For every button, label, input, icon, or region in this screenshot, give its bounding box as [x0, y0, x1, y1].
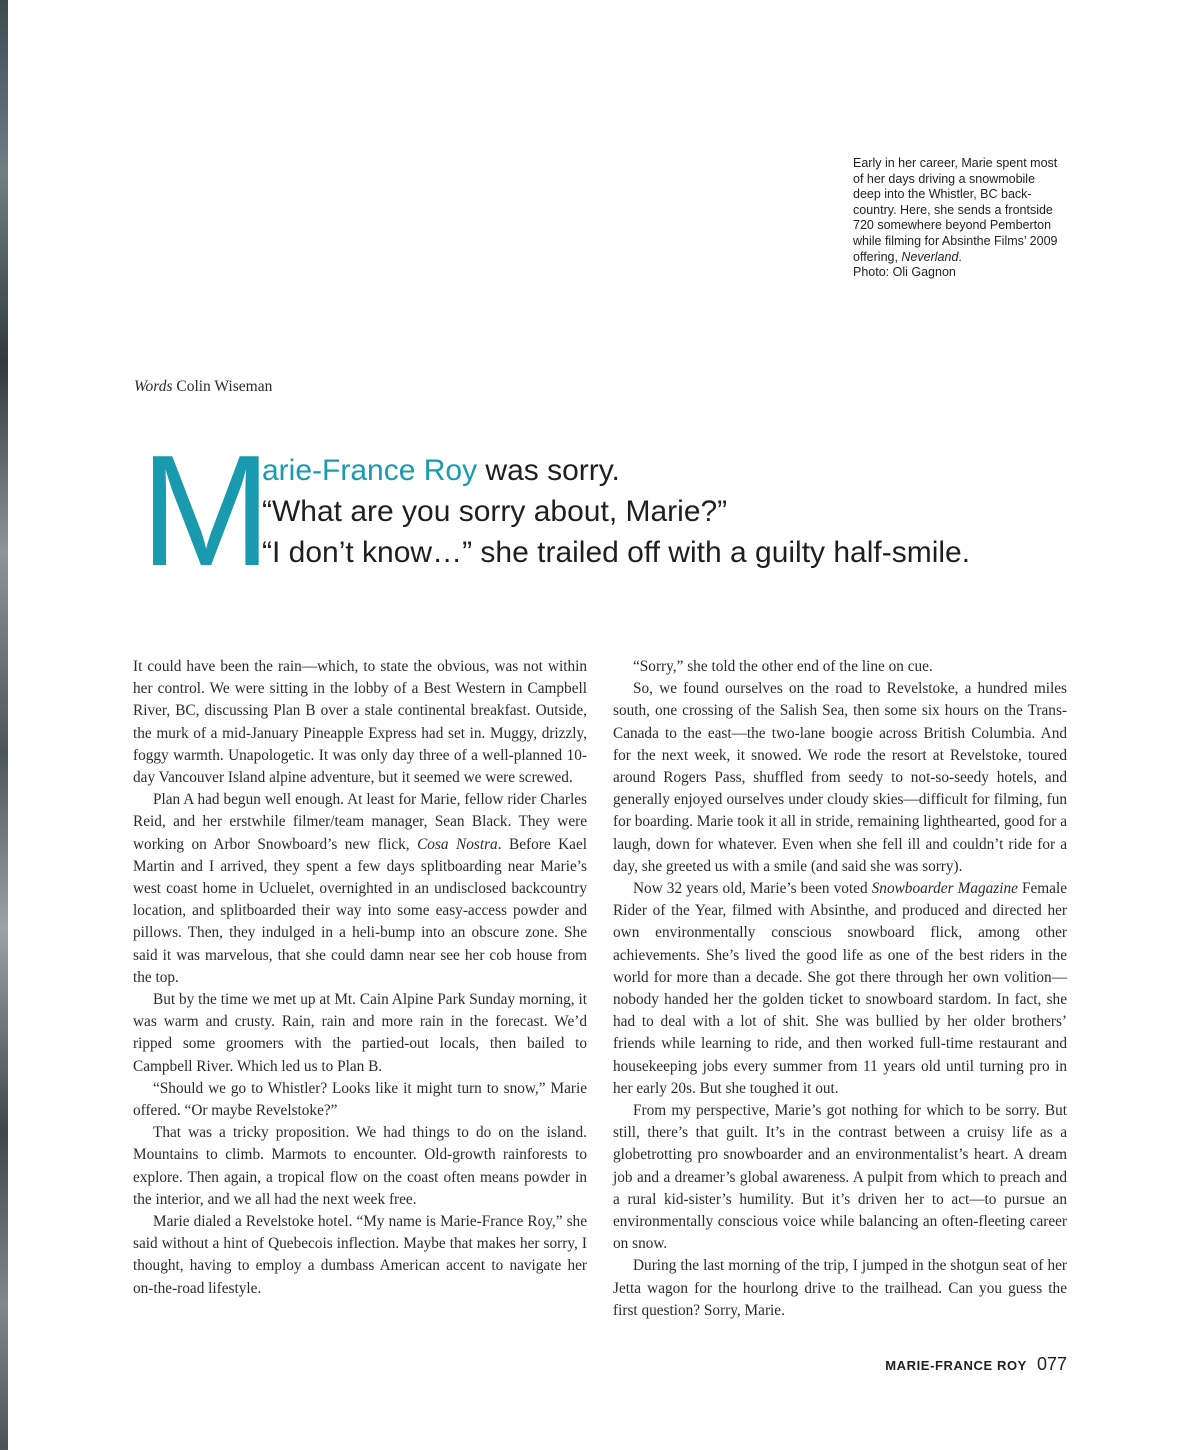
byline-author: Colin Wiseman: [176, 378, 273, 395]
caption-line: country. Here, she sends a frontside: [853, 202, 1053, 217]
page-footer: [0, 1354, 1200, 1378]
photo-credit: Photo: Oli Gagnon: [853, 265, 956, 280]
running-title: MARIE-FRANCE ROY: [885, 1358, 1027, 1373]
body-paragraph: [133, 789, 587, 989]
byline: [134, 378, 272, 396]
headline-line-3: “I don’t know…” she trailed off with a guilty half-smile.: [262, 536, 971, 569]
byline-label: Words: [134, 378, 173, 395]
body-paragraph: During the last morning of the trip, I jumped in the shotgun seat of her Jetta wagon for the hourlong drive to the trailhead. Can you guess the first question? Sorry, Marie.: [613, 1257, 1067, 1319]
film-title: Cosa Nostra: [417, 835, 498, 853]
caption-text: .: [958, 249, 962, 264]
headline-line-1: [262, 450, 1162, 491]
magazine-title: Snowboarder Magazine: [871, 880, 1018, 898]
headline-text: was sorry.: [477, 454, 620, 487]
headline-name: arie-France Roy: [262, 454, 478, 487]
headline-line-2: “What are you sorry about, Marie?”: [262, 495, 728, 528]
body-paragraph: So, we found ourselves on the road to Revelstoke, a hundred miles south, one crossing of the Salish Sea, then some six hours on the Trans-Canada to the east—the two-lane boogie across British Columbia. And for the next week, it snowed. We rode the resort at Revelstoke, toured around Rogers Pass, shuffled from seedy to not-so-seedy hotels, and generally enjoyed ourselves under cloudy skies—difficult for filming, fun for boarding. Marie took it all in stride, remaining lighthearted, good for a laugh, down for whatever. Even when she fell ill and couldn’t ride for a day, she greeted us with a smile (and said she was sorry).: [613, 680, 1067, 875]
photo-edge-strip: [0, 0, 8, 1450]
photo-caption: [853, 156, 1068, 281]
folio: [885, 1354, 1067, 1375]
body-paragraph: But by the time we met up at Mt. Cain Alpine Park Sunday morning, it was warm and crusty. Rain, rain and more rain in the forecast. We’d ripped some groomers with the partied-out locals, then bailed to Campbell River. Which led us to Plan B.: [133, 991, 587, 1075]
caption-line: 720 somewhere beyond Pemberton: [853, 218, 1052, 233]
body-paragraph: From my perspective, Marie’s got nothing for which to be sorry. But still, there’s that guilt. It’s in the contrast between a cruisy life as a globetrotting pro snowboarder and an environmentalist’s heart. A dream job and a dreamer’s global awareness. A pulpit from which to preach and a rural kid-sister’s humility. But it’s driven her to act—to pursue an environmentally conscious voice while balancing an often-fleeting career on snow.: [613, 1102, 1067, 1253]
caption-line: [853, 250, 1068, 266]
headline: [262, 450, 1162, 573]
body-text: Female Rider of the Year, filmed with Absinthe, and produced and directed her own environmentally conscious snowboard flick, among other achievements. She’s lived the good life as one of the best riders in the world for more than a decade. She got there through her own volition—nobody handed her the golden ticket to snowboard stardom. In fact, she had to deal with a lot of shit. She was bullied by her older brothers’ friends while learning to ride, and then worked full-time restaurant and housekeeping jobs every summer from 11 years old until turning pro in her early 20s. But she toughed it out.: [613, 880, 1067, 1097]
caption-line: while filming for Absinthe Films’ 2009: [853, 233, 1058, 248]
caption-text: offering,: [853, 249, 902, 264]
caption-line: Early in her career, Marie spent most: [853, 156, 1058, 170]
drop-cap: M: [140, 423, 272, 599]
body-text: . Before Kael Martin and I arrived, they spent a few days splitboarding near Marie’s west coast home in Ucluelet, overnighted in an undisclosed backcountry location, and splitboarded their way into some easy-access powder and pillows. Then, they indulged in a heli-bump into an obscure zone. She said it was marvelous, that she could damn near see her cob house from the top.: [133, 835, 588, 986]
body-paragraph: “Should we go to Whistler? Looks like it might turn to snow,” Marie offered. “Or maybe Revelstoke?”: [133, 1079, 587, 1120]
body-paragraph: Marie dialed a Revelstoke hotel. “My name is Marie-France Roy,” she said without a hint of Quebecois inflection. Maybe that makes her sorry, I thought, having to employ a dumbass American accent to navigate her on-the-road lifestyle.: [133, 1213, 587, 1297]
caption-film-title: Neverland: [901, 249, 959, 264]
body-paragraph: “Sorry,” she told the other end of the line on cue.: [633, 658, 933, 675]
caption-line: deep into the Whistler, BC back-: [853, 187, 1032, 202]
body-text: Plan A had begun well enough. At least for Marie, fellow rider Charles Reid, and her erstwhile filmer/team manager, Sean Black. They were working on Arbor Snowboard’s new flick,: [133, 791, 587, 853]
caption-line: of her days driving a snowmobile: [853, 171, 1036, 186]
body-column-right: [613, 656, 1067, 1322]
body-text: Now 32 years old, Marie’s been voted: [633, 880, 872, 898]
page-number: 077: [1036, 1354, 1067, 1374]
body-column-left: [133, 656, 587, 1300]
body-paragraph: That was a tricky proposition. We had things to do on the island. Mountains to climb. Marmots to encounter. Old-growth rainforests to explore. Then again, a tropical flow on the coast often means powder in the interior, and we all had the next week free.: [133, 1124, 587, 1208]
body-paragraph: [613, 878, 1067, 1100]
body-paragraph: It could have been the rain—which, to state the obvious, was not within her control. We were sitting in the lobby of a Best Western in Campbell River, BC, discussing Plan B over a stale continental breakfast. Outside, the murk of a mid-January Pineapple Express had set in. Muggy, drizzly, foggy warmth. Unapologetic. It was only day three of a well-planned 10-day Vancouver Island alpine adventure, but it seemed we were screwed.: [133, 658, 587, 787]
